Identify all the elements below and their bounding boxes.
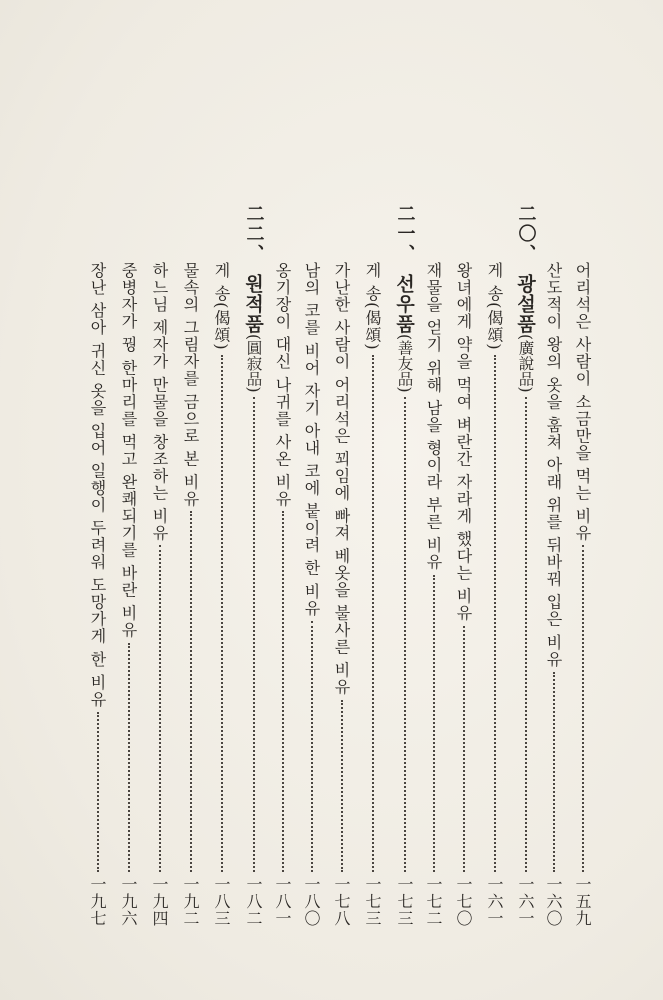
toc-entry[interactable] bbox=[545, 262, 565, 927]
page-number: 一七三 bbox=[363, 876, 382, 927]
page-number: 一七二 bbox=[424, 876, 443, 927]
section-hanja: (善友品) bbox=[395, 334, 414, 393]
entry-title: 물속의 그림자를 금으로 본 비유 bbox=[181, 262, 200, 508]
dot-leader bbox=[97, 712, 99, 872]
entry-title: 게 송(偈頌) bbox=[363, 262, 382, 351]
page-number: 一九二 bbox=[181, 876, 200, 927]
section-title: 광설품 bbox=[514, 274, 536, 334]
page-number: 一六〇 bbox=[544, 876, 563, 927]
entry-title: 남의 코를 비어 자기 아내 코에 붙이려 한 비유 bbox=[302, 262, 321, 617]
section-title: 선우품 bbox=[393, 274, 415, 334]
section-number: 二二、 bbox=[243, 204, 265, 264]
entry-title: 산도적이 왕의 옷을 훔쳐 아래 위를 뒤바꿔 입은 비유 bbox=[544, 262, 563, 668]
page-number: 一八二 bbox=[244, 876, 263, 927]
page-number: 一八一 bbox=[273, 876, 292, 927]
dot-leader bbox=[190, 511, 192, 872]
dot-leader bbox=[404, 397, 406, 872]
entry-title: 게 송(偈頌) bbox=[212, 262, 231, 351]
toc-entry[interactable] bbox=[333, 262, 353, 927]
dot-leader bbox=[282, 511, 284, 872]
dot-leader bbox=[341, 700, 343, 872]
toc-entry[interactable] bbox=[120, 262, 140, 927]
entry-title: 중병자가 꿩 한마리를 먹고 완쾌되기를 바란 비유 bbox=[119, 262, 138, 639]
entry-title: 하느님 제자가 만물을 창조하는 비유 bbox=[150, 262, 169, 542]
toc-entry[interactable] bbox=[303, 262, 323, 927]
dot-leader bbox=[221, 355, 223, 872]
toc-entry[interactable] bbox=[574, 262, 594, 927]
toc-entry[interactable] bbox=[364, 262, 384, 927]
toc-entry[interactable] bbox=[274, 262, 294, 927]
toc-entry[interactable] bbox=[213, 262, 233, 927]
toc-entry[interactable] bbox=[425, 262, 445, 927]
toc-entry[interactable] bbox=[182, 262, 202, 927]
entry-title: 장난 삼아 귀신 옷을 입어 일행이 두려워 도망가게 한 비유 bbox=[88, 262, 107, 708]
page-number: 一八〇 bbox=[302, 876, 321, 927]
toc-entry[interactable] bbox=[89, 262, 109, 927]
dot-leader bbox=[433, 575, 435, 872]
page-number: 一九四 bbox=[150, 876, 169, 927]
dot-leader bbox=[553, 672, 555, 872]
dot-leader bbox=[494, 355, 496, 872]
dot-leader bbox=[159, 545, 161, 872]
toc-entry[interactable] bbox=[151, 262, 171, 927]
toc-entry[interactable] bbox=[486, 262, 506, 927]
entry-title: 어리석은 사람이 소금만을 먹는 비유 bbox=[573, 262, 592, 542]
page-number: 一七〇 bbox=[454, 876, 473, 927]
dot-leader bbox=[128, 643, 130, 872]
entry-title: 재물을 얻기 위해 남을 형이라 부른 비유 bbox=[424, 262, 443, 571]
page-number: 一六一 bbox=[516, 876, 535, 927]
section-hanja: (廣說品) bbox=[516, 334, 535, 393]
toc-entry[interactable] bbox=[455, 262, 475, 927]
section-number: 二一、 bbox=[394, 204, 416, 264]
section-title: 원적품 bbox=[242, 274, 264, 334]
dot-leader bbox=[372, 355, 374, 872]
page-number: 一七八 bbox=[332, 876, 351, 927]
dot-leader bbox=[463, 626, 465, 872]
entry-title: 왕녀에게 약을 먹여 벼란간 자라게 했다는 비유 bbox=[454, 262, 473, 622]
page-number: 一九七 bbox=[88, 876, 107, 927]
page-number: 一八三 bbox=[212, 876, 231, 927]
dot-leader bbox=[582, 545, 584, 872]
toc-section-entry[interactable] bbox=[394, 204, 418, 927]
entry-title: 가난한 사람이 어리석은 꾀임에 빠져 베옷을 불사른 비유 bbox=[332, 262, 351, 696]
page-number: 一五九 bbox=[573, 876, 592, 927]
page-number: 一七三 bbox=[395, 876, 414, 927]
dot-leader bbox=[253, 397, 255, 872]
toc-section-entry[interactable] bbox=[243, 204, 267, 927]
entry-title: 게 송(偈頌) bbox=[485, 262, 504, 351]
toc-section-entry[interactable] bbox=[515, 204, 539, 927]
section-hanja: (圓寂品) bbox=[244, 334, 263, 393]
dot-leader bbox=[311, 621, 313, 872]
page-number: 一六一 bbox=[485, 876, 504, 927]
dot-leader bbox=[525, 397, 527, 872]
section-number: 二〇、 bbox=[515, 204, 537, 264]
page-number: 一九六 bbox=[119, 876, 138, 927]
entry-title: 옹기장이 대신 나귀를 사온 비유 bbox=[273, 262, 292, 508]
